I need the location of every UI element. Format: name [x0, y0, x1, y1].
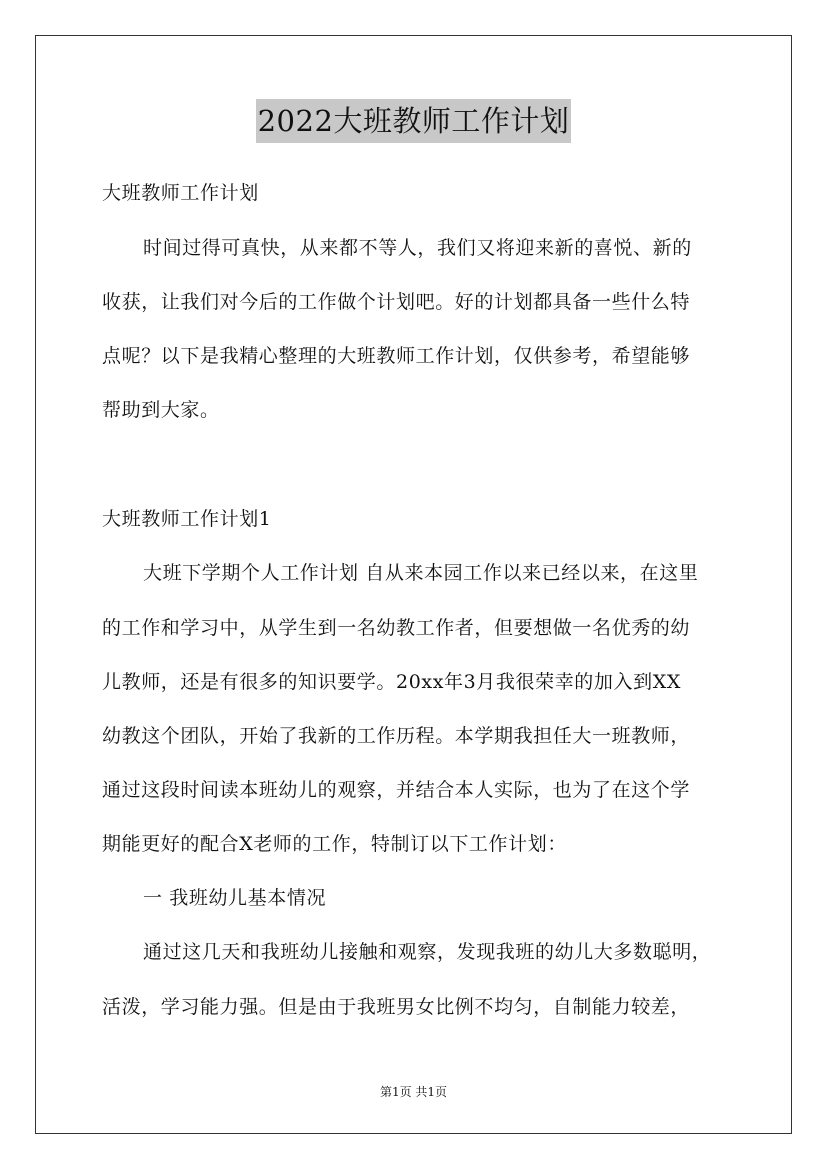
paragraph-line: 期能更好的配合X老师的工作，特制订以下工作计划：: [102, 833, 567, 855]
section-heading: 大班教师工作计划1: [102, 508, 272, 530]
document-title: 2022大班教师工作计划: [256, 99, 572, 143]
paragraph-line: 点呢？以下是我精心整理的大班教师工作计划，仅供参考，希望能够: [102, 345, 691, 367]
section-heading: 大班教师工作计划: [102, 182, 259, 204]
paragraph-line: 时间过得可真快，从来都不等人，我们又将迎来新的喜悦、新的: [143, 237, 692, 259]
paragraph-line: 通过这几天和我班幼儿接触和观察，发现我班的幼儿大多数聪明，: [143, 941, 712, 963]
paragraph-line: 活泼，学习能力强。但是由于我班男女比例不均匀，自制能力较差，: [102, 996, 691, 1018]
page-number: 第1页 共1页: [379, 1085, 448, 1099]
paragraph-line: 通过这段时间读本班幼儿的观察，并结合本人实际，也为了在这个学: [102, 779, 691, 801]
paragraph-line: 收获，让我们对今后的工作做个计划吧。好的计划都具备一些什么特: [102, 291, 691, 313]
paragraph-line: 帮助到大家。: [102, 399, 220, 421]
paragraph-line: 的工作和学习中，从学生到一名幼教工作者，但要想做一名优秀的幼: [102, 617, 691, 639]
paragraph-line: 大班下学期个人工作计划 自从来本园工作以来已经以来，在这里: [143, 562, 699, 584]
paragraph-line: 幼教这个团队，开始了我新的工作历程。本学期我担任大一班教师，: [102, 725, 691, 747]
paragraph-line: 儿教师，还是有很多的知识要学。20xx年3月我很荣幸的加入到XX: [102, 671, 681, 693]
title-container: [0, 99, 827, 143]
subsection-heading: 一 我班幼儿基本情况: [143, 887, 327, 909]
